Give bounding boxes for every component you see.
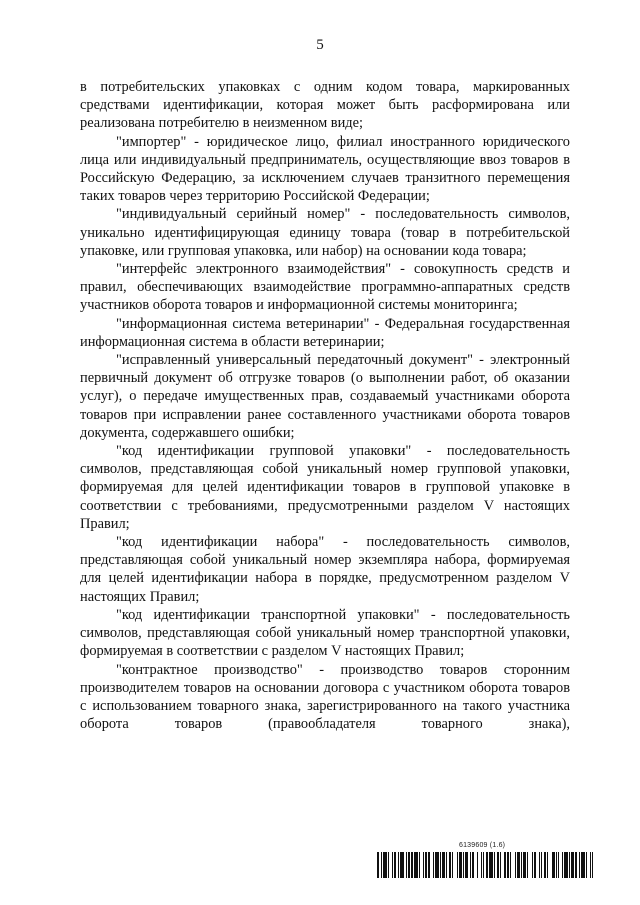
paragraph: "индивидуальный серийный номер" - последовательность символов, уникально идентифицирующая единицу товара (товар в потребительской упаковке, или групповая упаковка, или набор) на основании кода товара;	[80, 206, 570, 259]
barcode-image	[377, 852, 597, 878]
paragraph: "интерфейс электронного взаимодействия" - совокупность средств и правил, обеспечивающих взаимодействие программно-аппаратных средств участников оборота товаров и информационной системы мониторинга;	[80, 261, 570, 314]
document-body	[80, 78, 570, 733]
paragraph: "информационная система ветеринарии" - Федеральная государственная информационная система в области ветеринарии;	[80, 315, 570, 350]
page-number: 5	[316, 37, 324, 53]
paragraph: "импортер" - юридическое лицо, филиал иностранного юридического лица или индивидуальный предприниматель, осуществляющие ввоз товаров в Российскую Федерацию, за исключением случаев транзитного перемещения таких товаров через территорию Российской Федерации;	[80, 133, 570, 205]
paragraph: в потребительских упаковках с одним кодом товара, маркированных средствами идентификации, которая может быть расформирована или реализована потребителю в неизменном виде;	[80, 79, 570, 132]
barcode-gap	[593, 852, 595, 878]
paragraph: "код идентификации групповой упаковки" - последовательность символов, представляющая собой уникальный номер групповой упаковки, формируемая для целей идентификации товаров в групповой упаковке в соответствии с требованиями, предусмотренными разделом V настоящих Правил;	[80, 443, 570, 532]
barcode-block	[377, 842, 597, 882]
paragraph: "код идентификации набора" - последовательность символов, представляющая собой уникальный номер экземпляра набора, формируемая для целей идентификации набора в порядке, предусмотренном разделом V настоящих Правил;	[80, 534, 570, 605]
barcode-caption: 6139609 (1.6)	[459, 842, 506, 849]
paragraph: "исправленный универсальный передаточный документ" - электронный первичный документ об отгрузке товаров (о выполнении работ, об оказании услуг), о передаче имущественных прав, создаваемый участниками оборота товаров при исправлении ранее составленного участниками оборота товаров документа, содержавшего ошибки;	[80, 352, 570, 441]
paragraph: "код идентификации транспортной упаковки" - последовательность символов, представляющая собой уникальный номер транспортной упаковки, формируемая в соответствии с разделом V настоящих Правил;	[80, 606, 570, 660]
paragraph: "контрактное производство" - производство товаров сторонним производителем товаров на основании договора с участником оборота товаров с использованием товарного знака, зарегистрированного на такого участника оборота товаров (правообладателя товарного знака),	[80, 661, 570, 733]
